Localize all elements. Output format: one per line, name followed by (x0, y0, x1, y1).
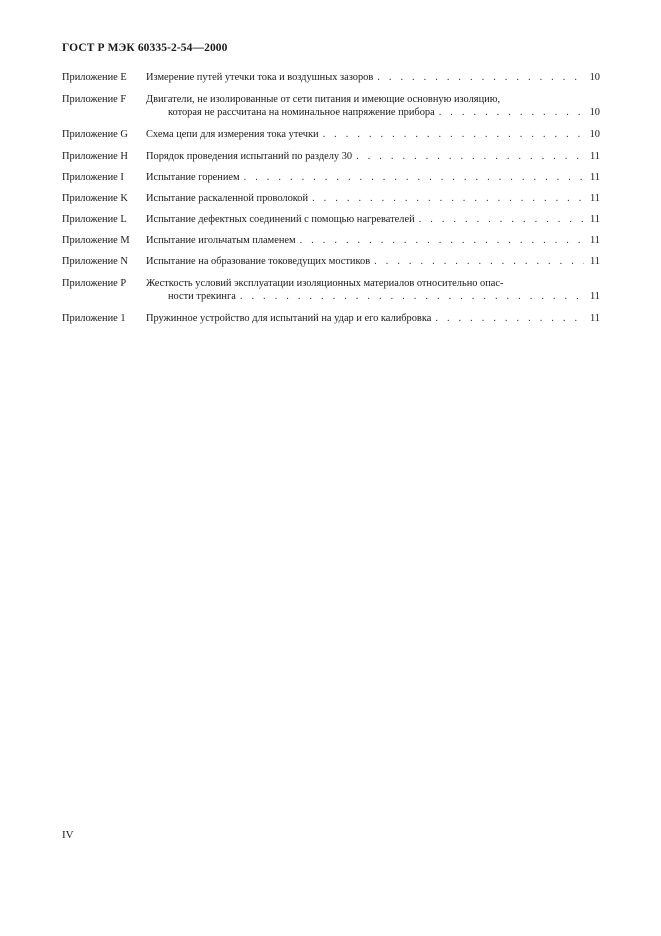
toc-entry-label: Приложение L (62, 214, 127, 225)
toc-entry-label: Приложение M (62, 235, 130, 246)
toc-entry-title: которая не рассчитана на номинальное напряжение прибора (168, 107, 435, 118)
toc-entry-title: Измерение путей утечки тока и воздушных зазоров (146, 72, 374, 83)
toc-entry-label: Приложение I (62, 172, 124, 183)
toc-entry-title: ности трекинга (168, 291, 236, 302)
toc-entry-label: Приложение K (62, 193, 128, 204)
toc-entry-label: Приложение E (62, 72, 127, 83)
toc-entry-page: 10 (589, 107, 600, 118)
toc-entry-page: 11 (589, 151, 600, 162)
toc-entry-body (146, 150, 600, 163)
dot-leader (356, 150, 584, 163)
toc-entry-body (146, 93, 600, 119)
dot-leader (439, 106, 584, 119)
document-header: ГОСТ Р МЭК 60335-2-54—2000 (62, 42, 228, 54)
toc-entry-label: Приложение P (62, 278, 127, 289)
toc-entry (62, 171, 600, 184)
dot-leader (312, 192, 584, 205)
toc-entry-body (146, 277, 600, 303)
dot-leader (419, 213, 584, 226)
toc-entry (62, 255, 600, 268)
dot-leader (244, 171, 584, 184)
toc-entry (62, 213, 600, 226)
toc-entry-page: 11 (589, 313, 600, 324)
toc-entry (62, 192, 600, 205)
toc-entry-page: 10 (589, 129, 600, 140)
toc-entry (62, 312, 600, 325)
toc-entry-page: 11 (589, 193, 600, 204)
toc-entry-title: Схема цепи для измерения тока утечки (146, 129, 319, 140)
table-of-contents (62, 71, 600, 325)
toc-entry-title: Испытание раскаленной проволокой (146, 193, 309, 204)
toc-entry-title: Испытание горением (146, 172, 240, 183)
dot-leader (300, 234, 584, 247)
toc-entry-title: Двигатели, не изолированные от сети питания и имеющие основную изоляцию, (146, 94, 501, 105)
toc-entry (62, 71, 600, 84)
dot-leader (240, 290, 584, 303)
toc-entry-body (146, 234, 600, 247)
toc-entry-label: Приложение H (62, 151, 128, 162)
toc-entry (62, 277, 600, 303)
toc-entry-body (146, 255, 600, 268)
toc-entry (62, 93, 600, 119)
toc-entry-title: Испытание дефектных соединений с помощью нагревателей (146, 214, 415, 225)
toc-entry-title: Испытание игольчатым пламенем (146, 235, 296, 246)
dot-leader (374, 255, 584, 268)
toc-entry-page: 11 (589, 235, 600, 246)
toc-entry-label: Приложение F (62, 94, 127, 105)
toc-entry-title: Жесткость условий эксплуатации изоляционных материалов относительно опас- (146, 278, 504, 289)
toc-entry-title: Порядок проведения испытаний по разделу 30 (146, 151, 353, 162)
toc-entry (62, 128, 600, 141)
toc-entry (62, 150, 600, 163)
toc-entry-body (146, 171, 600, 184)
toc-entry-label: Приложение G (62, 129, 128, 140)
dot-leader (435, 312, 584, 325)
dot-leader (377, 71, 584, 84)
toc-entry (62, 234, 600, 247)
toc-entry-page: 11 (589, 256, 600, 267)
page-number: IV (62, 829, 74, 841)
toc-entry-body (146, 71, 600, 84)
toc-entry-body (146, 192, 600, 205)
toc-entry-body (146, 213, 600, 226)
toc-entry-page: 11 (589, 214, 600, 225)
toc-entry-label: Приложение 1 (62, 313, 126, 324)
toc-entry-body (146, 312, 600, 325)
toc-entry-label: Приложение N (62, 256, 128, 267)
toc-entry-page: 11 (589, 172, 600, 183)
toc-entry-page: 11 (589, 291, 600, 302)
dot-leader (323, 128, 584, 141)
toc-entry-body (146, 128, 600, 141)
toc-entry-page: 10 (589, 72, 600, 83)
toc-entry-title: Испытание на образование токоведущих мостиков (146, 256, 371, 267)
toc-entry-title: Пружинное устройство для испытаний на удар и его калибровка (146, 313, 432, 324)
